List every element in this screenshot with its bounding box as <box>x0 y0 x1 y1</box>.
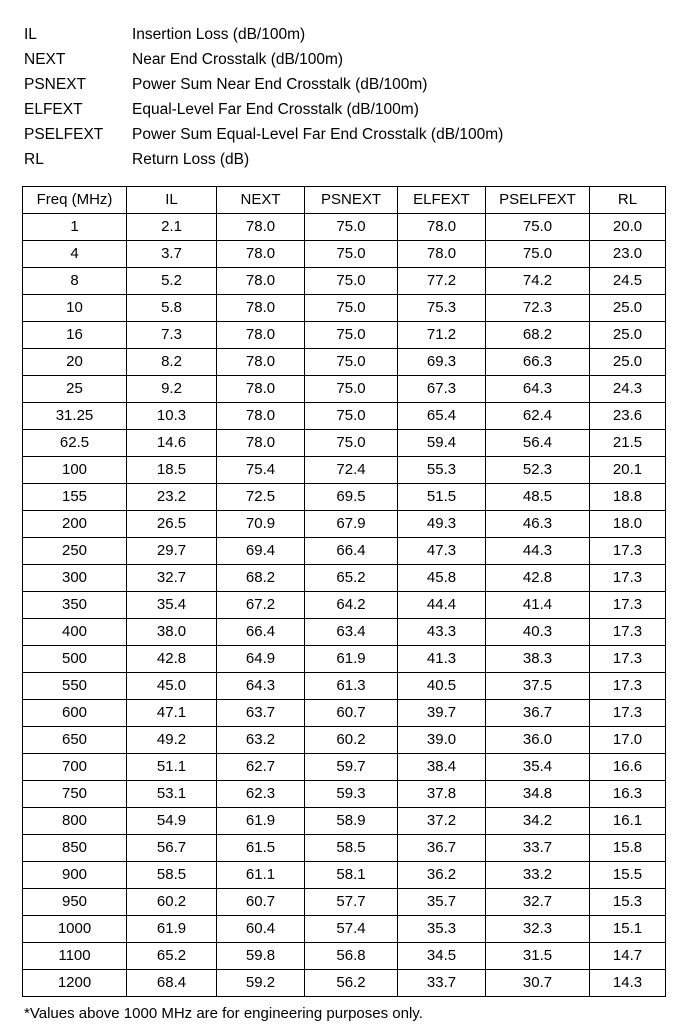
table-cell: 72.4 <box>305 457 398 484</box>
column-header: PSNEXT <box>305 187 398 214</box>
table-cell: 17.0 <box>590 727 666 754</box>
table-cell: 64.3 <box>486 376 590 403</box>
legend-row <box>24 97 665 122</box>
table-cell: 2.1 <box>127 214 217 241</box>
table-cell: 58.1 <box>305 862 398 889</box>
table-cell: 33.7 <box>486 835 590 862</box>
table-row <box>23 484 666 511</box>
table-cell: 68.4 <box>127 970 217 997</box>
table-cell: 31.5 <box>486 943 590 970</box>
table-cell: 78.0 <box>217 268 305 295</box>
table-cell: 750 <box>23 781 127 808</box>
table-row <box>23 727 666 754</box>
table-cell: 60.2 <box>127 889 217 916</box>
legend-abbreviation: RL <box>24 151 44 168</box>
table-cell: 60.7 <box>305 700 398 727</box>
table-row <box>23 781 666 808</box>
table-cell: 78.0 <box>217 241 305 268</box>
table-cell: 23.6 <box>590 403 666 430</box>
table-cell: 250 <box>23 538 127 565</box>
table-row <box>23 430 666 457</box>
table-cell: 55.3 <box>398 457 486 484</box>
table-cell: 53.1 <box>127 781 217 808</box>
table-cell: 4 <box>23 241 127 268</box>
column-header: Freq (MHz) <box>23 187 127 214</box>
table-row <box>23 970 666 997</box>
table-cell: 42.8 <box>486 565 590 592</box>
table-cell: 61.9 <box>217 808 305 835</box>
legend-description: Insertion Loss (dB/100m) <box>132 26 306 43</box>
table-cell: 900 <box>23 862 127 889</box>
table-row <box>23 349 666 376</box>
table-cell: 25.0 <box>590 295 666 322</box>
table-cell: 23.2 <box>127 484 217 511</box>
table-cell: 66.4 <box>305 538 398 565</box>
table-cell: 57.7 <box>305 889 398 916</box>
table-cell: 36.0 <box>486 727 590 754</box>
table-cell: 45.0 <box>127 673 217 700</box>
table-cell: 21.5 <box>590 430 666 457</box>
table-row <box>23 943 666 970</box>
table-cell: 35.7 <box>398 889 486 916</box>
legend-description: Power Sum Equal-Level Far End Crosstalk (dB/100m) <box>132 126 504 143</box>
table-cell: 24.3 <box>590 376 666 403</box>
table-cell: 20 <box>23 349 127 376</box>
legend-abbreviation: PSELFEXT <box>24 126 104 143</box>
table-row <box>23 322 666 349</box>
table-row <box>23 565 666 592</box>
table-cell: 48.5 <box>486 484 590 511</box>
table-cell: 66.3 <box>486 349 590 376</box>
table-cell: 49.3 <box>398 511 486 538</box>
legend-abbreviation: IL <box>24 26 37 43</box>
table-row <box>23 214 666 241</box>
table-cell: 78.0 <box>398 241 486 268</box>
table-row <box>23 889 666 916</box>
table-cell: 75.0 <box>305 430 398 457</box>
table-cell: 34.2 <box>486 808 590 835</box>
table-cell: 78.0 <box>217 322 305 349</box>
table-cell: 59.3 <box>305 781 398 808</box>
table-cell: 65.2 <box>305 565 398 592</box>
table-cell: 47.1 <box>127 700 217 727</box>
table-cell: 300 <box>23 565 127 592</box>
legend-description: Power Sum Near End Crosstalk (dB/100m) <box>132 76 428 93</box>
table-cell: 37.5 <box>486 673 590 700</box>
column-header: RL <box>590 187 666 214</box>
table-cell: 69.5 <box>305 484 398 511</box>
table-cell: 71.2 <box>398 322 486 349</box>
table-header-row <box>23 187 666 214</box>
table-cell: 72.3 <box>486 295 590 322</box>
table-cell: 25.0 <box>590 349 666 376</box>
column-header: NEXT <box>217 187 305 214</box>
table-cell: 23.0 <box>590 241 666 268</box>
table-cell: 16 <box>23 322 127 349</box>
table-cell: 33.2 <box>486 862 590 889</box>
legend-abbreviation: NEXT <box>24 51 66 68</box>
table-cell: 3.7 <box>127 241 217 268</box>
table-cell: 42.8 <box>127 646 217 673</box>
table-cell: 25.0 <box>590 322 666 349</box>
table-row <box>23 619 666 646</box>
table-row <box>23 835 666 862</box>
table-cell: 36.7 <box>398 835 486 862</box>
table-cell: 61.5 <box>217 835 305 862</box>
table-row <box>23 457 666 484</box>
table-cell: 61.9 <box>127 916 217 943</box>
table-row <box>23 754 666 781</box>
table-cell: 72.5 <box>217 484 305 511</box>
table-cell: 67.3 <box>398 376 486 403</box>
table-cell: 43.3 <box>398 619 486 646</box>
table-cell: 500 <box>23 646 127 673</box>
table-cell: 17.3 <box>590 619 666 646</box>
table-row <box>23 916 666 943</box>
legend-row <box>24 22 665 47</box>
table-cell: 700 <box>23 754 127 781</box>
table-cell: 8 <box>23 268 127 295</box>
table-cell: 14.3 <box>590 970 666 997</box>
table-cell: 78.0 <box>217 376 305 403</box>
legend-description: Near End Crosstalk (dB/100m) <box>132 51 344 68</box>
legend-row <box>24 47 665 72</box>
table-cell: 63.4 <box>305 619 398 646</box>
table-row <box>23 862 666 889</box>
table-cell: 17.3 <box>590 592 666 619</box>
table-cell: 10.3 <box>127 403 217 430</box>
table-cell: 62.7 <box>217 754 305 781</box>
table-cell: 46.3 <box>486 511 590 538</box>
table-row <box>23 700 666 727</box>
table-cell: 61.3 <box>305 673 398 700</box>
table-cell: 78.0 <box>217 295 305 322</box>
table-cell: 56.7 <box>127 835 217 862</box>
column-header: IL <box>127 187 217 214</box>
table-row <box>23 808 666 835</box>
table-cell: 70.9 <box>217 511 305 538</box>
table-cell: 38.3 <box>486 646 590 673</box>
table-cell: 65.2 <box>127 943 217 970</box>
table-row <box>23 646 666 673</box>
table-cell: 200 <box>23 511 127 538</box>
table-cell: 17.3 <box>590 538 666 565</box>
table-cell: 17.3 <box>590 646 666 673</box>
table-cell: 62.5 <box>23 430 127 457</box>
table-cell: 75.0 <box>305 268 398 295</box>
table-cell: 5.2 <box>127 268 217 295</box>
table-cell: 16.3 <box>590 781 666 808</box>
table-cell: 9.2 <box>127 376 217 403</box>
table-cell: 15.3 <box>590 889 666 916</box>
table-cell: 18.5 <box>127 457 217 484</box>
table-cell: 62.4 <box>486 403 590 430</box>
column-header: ELFEXT <box>398 187 486 214</box>
table-cell: 45.8 <box>398 565 486 592</box>
table-cell: 36.7 <box>486 700 590 727</box>
table-cell: 20.0 <box>590 214 666 241</box>
table-cell: 75.0 <box>486 214 590 241</box>
table-cell: 75.4 <box>217 457 305 484</box>
table-cell: 39.0 <box>398 727 486 754</box>
table-row <box>23 295 666 322</box>
table-cell: 31.25 <box>23 403 127 430</box>
table-cell: 75.0 <box>305 214 398 241</box>
table-cell: 10 <box>23 295 127 322</box>
table-cell: 77.2 <box>398 268 486 295</box>
table-cell: 75.0 <box>305 241 398 268</box>
table-cell: 67.2 <box>217 592 305 619</box>
table-cell: 61.9 <box>305 646 398 673</box>
table-cell: 40.3 <box>486 619 590 646</box>
table-cell: 60.4 <box>217 916 305 943</box>
table-cell: 56.2 <box>305 970 398 997</box>
table-cell: 38.4 <box>398 754 486 781</box>
table-cell: 15.8 <box>590 835 666 862</box>
table-cell: 33.7 <box>398 970 486 997</box>
table-cell: 51.5 <box>398 484 486 511</box>
table-cell: 16.1 <box>590 808 666 835</box>
table-cell: 800 <box>23 808 127 835</box>
table-cell: 14.6 <box>127 430 217 457</box>
table-cell: 650 <box>23 727 127 754</box>
table-cell: 58.5 <box>305 835 398 862</box>
table-cell: 75.3 <box>398 295 486 322</box>
table-cell: 30.7 <box>486 970 590 997</box>
table-cell: 37.2 <box>398 808 486 835</box>
table-cell: 15.5 <box>590 862 666 889</box>
table-cell: 8.2 <box>127 349 217 376</box>
table-cell: 155 <box>23 484 127 511</box>
table-cell: 68.2 <box>486 322 590 349</box>
table-row <box>23 241 666 268</box>
table-cell: 59.2 <box>217 970 305 997</box>
table-cell: 41.4 <box>486 592 590 619</box>
table-cell: 35.4 <box>486 754 590 781</box>
table-cell: 25 <box>23 376 127 403</box>
table-cell: 35.4 <box>127 592 217 619</box>
legend-row <box>24 72 665 97</box>
table-row <box>23 403 666 430</box>
abbreviation-legend <box>24 22 665 172</box>
table-body <box>23 214 666 997</box>
table-cell: 62.3 <box>217 781 305 808</box>
table-cell: 75.0 <box>305 376 398 403</box>
table-cell: 56.8 <box>305 943 398 970</box>
table-cell: 75.0 <box>486 241 590 268</box>
table-cell: 350 <box>23 592 127 619</box>
legend-row <box>24 122 665 147</box>
table-cell: 59.8 <box>217 943 305 970</box>
table-cell: 64.9 <box>217 646 305 673</box>
table-row <box>23 538 666 565</box>
table-cell: 67.9 <box>305 511 398 538</box>
table-cell: 60.7 <box>217 889 305 916</box>
table-cell: 74.2 <box>486 268 590 295</box>
table-cell: 1100 <box>23 943 127 970</box>
table-cell: 24.5 <box>590 268 666 295</box>
table-cell: 5.8 <box>127 295 217 322</box>
table-row <box>23 592 666 619</box>
table-cell: 39.7 <box>398 700 486 727</box>
table-row <box>23 673 666 700</box>
table-cell: 78.0 <box>217 403 305 430</box>
table-cell: 59.7 <box>305 754 398 781</box>
table-cell: 35.3 <box>398 916 486 943</box>
table-cell: 32.7 <box>486 889 590 916</box>
table-cell: 32.3 <box>486 916 590 943</box>
table-cell: 56.4 <box>486 430 590 457</box>
legend-description: Equal-Level Far End Crosstalk (dB/100m) <box>132 101 419 118</box>
table-cell: 69.4 <box>217 538 305 565</box>
table-cell: 60.2 <box>305 727 398 754</box>
table-cell: 78.0 <box>217 214 305 241</box>
table-cell: 59.4 <box>398 430 486 457</box>
table-cell: 32.7 <box>127 565 217 592</box>
table-cell: 75.0 <box>305 322 398 349</box>
table-cell: 14.7 <box>590 943 666 970</box>
table-row <box>23 376 666 403</box>
table-cell: 26.5 <box>127 511 217 538</box>
table-cell: 64.3 <box>217 673 305 700</box>
table-cell: 29.7 <box>127 538 217 565</box>
table-cell: 34.8 <box>486 781 590 808</box>
table-cell: 17.3 <box>590 700 666 727</box>
legend-abbreviation: PSNEXT <box>24 76 87 93</box>
table-cell: 38.0 <box>127 619 217 646</box>
legend-row <box>24 147 665 172</box>
legend-abbreviation: ELFEXT <box>24 101 83 118</box>
table-cell: 16.6 <box>590 754 666 781</box>
table-cell: 1000 <box>23 916 127 943</box>
table-cell: 75.0 <box>305 349 398 376</box>
table-cell: 1 <box>23 214 127 241</box>
table-cell: 54.9 <box>127 808 217 835</box>
table-cell: 63.7 <box>217 700 305 727</box>
table-cell: 66.4 <box>217 619 305 646</box>
table-cell: 49.2 <box>127 727 217 754</box>
legend-description: Return Loss (dB) <box>132 151 250 168</box>
table-cell: 44.3 <box>486 538 590 565</box>
table-cell: 52.3 <box>486 457 590 484</box>
cable-performance-table <box>22 186 666 997</box>
table-cell: 78.0 <box>217 349 305 376</box>
table-cell: 64.2 <box>305 592 398 619</box>
table-cell: 17.3 <box>590 565 666 592</box>
table-cell: 7.3 <box>127 322 217 349</box>
table-cell: 600 <box>23 700 127 727</box>
table-cell: 58.9 <box>305 808 398 835</box>
table-cell: 61.1 <box>217 862 305 889</box>
table-cell: 36.2 <box>398 862 486 889</box>
table-cell: 400 <box>23 619 127 646</box>
table-cell: 68.2 <box>217 565 305 592</box>
table-cell: 63.2 <box>217 727 305 754</box>
table-cell: 78.0 <box>398 214 486 241</box>
table-cell: 18.0 <box>590 511 666 538</box>
table-cell: 37.8 <box>398 781 486 808</box>
table-cell: 69.3 <box>398 349 486 376</box>
table-cell: 950 <box>23 889 127 916</box>
table-cell: 850 <box>23 835 127 862</box>
table-cell: 51.1 <box>127 754 217 781</box>
table-cell: 17.3 <box>590 673 666 700</box>
column-header: PSELFEXT <box>486 187 590 214</box>
table-row <box>23 268 666 295</box>
table-footnote: *Values above 1000 MHz are for engineering purposes only. <box>24 1005 423 1022</box>
table-row <box>23 511 666 538</box>
table-cell: 75.0 <box>305 403 398 430</box>
table-cell: 100 <box>23 457 127 484</box>
table-cell: 20.1 <box>590 457 666 484</box>
table-cell: 57.4 <box>305 916 398 943</box>
table-cell: 40.5 <box>398 673 486 700</box>
table-cell: 65.4 <box>398 403 486 430</box>
table-cell: 15.1 <box>590 916 666 943</box>
table-cell: 47.3 <box>398 538 486 565</box>
table-cell: 78.0 <box>217 430 305 457</box>
table-header <box>23 187 666 214</box>
table-cell: 550 <box>23 673 127 700</box>
table-cell: 18.8 <box>590 484 666 511</box>
table-cell: 41.3 <box>398 646 486 673</box>
table-cell: 34.5 <box>398 943 486 970</box>
table-cell: 1200 <box>23 970 127 997</box>
table-cell: 44.4 <box>398 592 486 619</box>
table-cell: 75.0 <box>305 295 398 322</box>
table-cell: 58.5 <box>127 862 217 889</box>
